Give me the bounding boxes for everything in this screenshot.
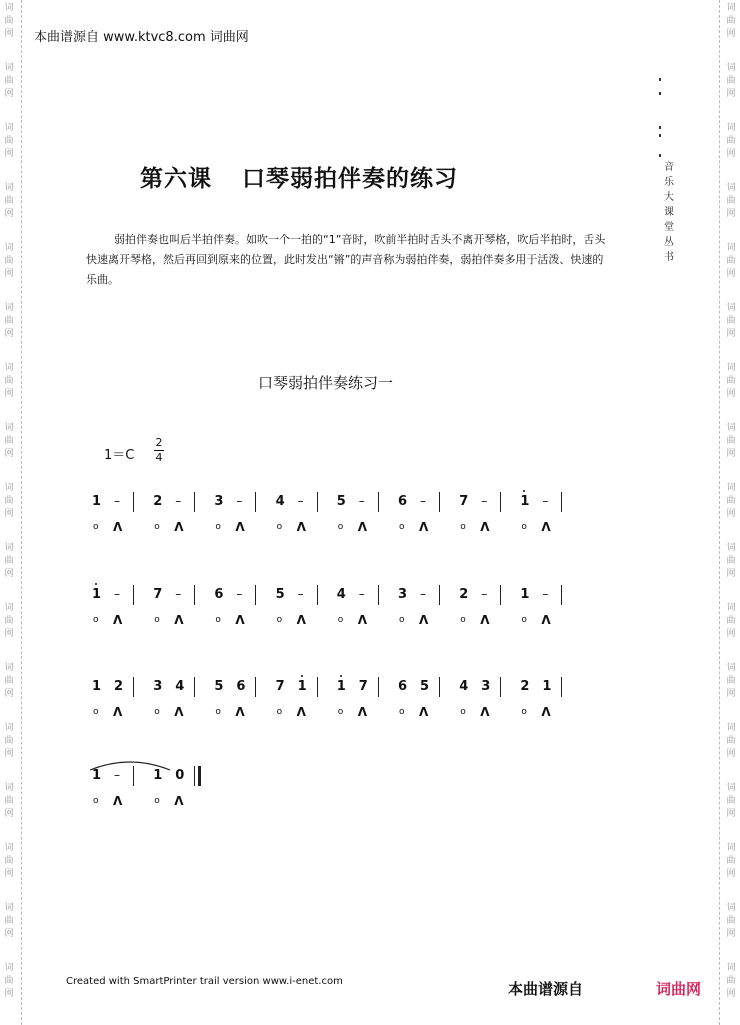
accomp-soft: o bbox=[93, 522, 99, 532]
note: 6 bbox=[398, 494, 408, 509]
note: 1 bbox=[520, 494, 530, 509]
note: 2 bbox=[114, 679, 124, 694]
watermark-char: 曲 bbox=[4, 496, 14, 506]
note: 4 bbox=[459, 679, 469, 694]
accomp-soft: o bbox=[460, 707, 466, 717]
watermark-char: 曲 bbox=[726, 856, 736, 866]
lesson-topic: 口琴弱拍伴奏的练习 bbox=[242, 166, 458, 192]
barline bbox=[255, 492, 256, 512]
accomp-soft: o bbox=[154, 615, 160, 625]
watermark-char: 网 bbox=[726, 29, 736, 39]
watermark-char: 网 bbox=[726, 809, 736, 819]
accomp-soft: o bbox=[154, 522, 160, 532]
watermark-char: 曲 bbox=[4, 16, 14, 26]
watermark-char: 曲 bbox=[4, 256, 14, 266]
watermark-char: 曲 bbox=[4, 616, 14, 626]
watermark-char: 曲 bbox=[726, 316, 736, 326]
barline bbox=[194, 766, 195, 786]
note: 1 bbox=[336, 679, 346, 694]
accomp-soft: o bbox=[521, 522, 527, 532]
accomp-soft: o bbox=[93, 707, 99, 717]
watermark-char: 网 bbox=[4, 269, 14, 279]
note: 3 bbox=[214, 494, 224, 509]
lesson-title bbox=[140, 160, 458, 193]
watermark-char: 网 bbox=[4, 569, 14, 579]
watermark-char: 曲 bbox=[726, 436, 736, 446]
accomp-strong: Λ bbox=[541, 705, 551, 719]
watermark-char: 曲 bbox=[4, 436, 14, 446]
accomp-soft: o bbox=[93, 796, 99, 806]
accomp-strong: Λ bbox=[419, 613, 429, 627]
accomp-strong: Λ bbox=[541, 613, 551, 627]
watermark-char: 网 bbox=[726, 989, 736, 999]
watermark-char: 网 bbox=[726, 689, 736, 699]
dash-note: – bbox=[297, 587, 304, 601]
accomp-strong: Λ bbox=[174, 520, 184, 534]
note: 6 bbox=[236, 679, 246, 694]
watermark-char: 词 bbox=[726, 903, 736, 913]
watermark-char: 曲 bbox=[4, 796, 14, 806]
accomp-strong: Λ bbox=[174, 794, 184, 808]
watermark-char: 词 bbox=[726, 783, 736, 793]
watermark-char: 网 bbox=[726, 209, 736, 219]
dash-note: – bbox=[481, 494, 488, 508]
watermark-char: 网 bbox=[4, 809, 14, 819]
watermark-char: 网 bbox=[4, 149, 14, 159]
dash-note: – bbox=[297, 494, 304, 508]
series-char: 堂 bbox=[664, 222, 674, 233]
dash-note: – bbox=[114, 768, 120, 782]
watermark-char: 词 bbox=[726, 543, 736, 553]
watermark-char: 曲 bbox=[726, 736, 736, 746]
watermark-char: 网 bbox=[726, 449, 736, 459]
watermark-char: 曲 bbox=[726, 196, 736, 206]
watermark-char: 网 bbox=[726, 269, 736, 279]
watermark-char: 曲 bbox=[4, 916, 14, 926]
barline bbox=[378, 492, 379, 512]
note: 7 bbox=[358, 679, 368, 694]
accomp-strong: Λ bbox=[296, 613, 306, 627]
watermark-char: 网 bbox=[4, 689, 14, 699]
note: 1 bbox=[92, 587, 102, 602]
watermark-char: 网 bbox=[726, 929, 736, 939]
note: 2 bbox=[459, 587, 469, 602]
watermark-char: 词 bbox=[726, 183, 736, 193]
watermark-char: 词 bbox=[726, 303, 736, 313]
intro-paragraph: 弱拍伴奏也叫后半拍伴奏。如吹一个一拍的“1”音时，吹前半拍时舌头不离开琴格，吹后半拍时，舌头快速离开琴格，然后再回到原来的位置，此时发出“锵”的声音称为弱拍伴奏，弱拍伴奏多用于活泼、快速的乐曲。 bbox=[86, 233, 606, 286]
watermark-char: 曲 bbox=[4, 676, 14, 686]
barline bbox=[378, 585, 379, 605]
barline bbox=[561, 677, 562, 697]
watermark-char: 词 bbox=[726, 63, 736, 73]
accomp-soft: o bbox=[154, 796, 160, 806]
watermark-char: 曲 bbox=[726, 676, 736, 686]
watermark-char: 词 bbox=[726, 603, 736, 613]
watermark-char: 词 bbox=[726, 363, 736, 373]
footer-credit: Created with SmartPrinter trail version www.i-enet.com bbox=[66, 976, 343, 987]
note: 1 bbox=[297, 679, 307, 694]
accomp-soft: o bbox=[337, 522, 344, 532]
note: 0 bbox=[175, 768, 185, 783]
barline bbox=[133, 492, 134, 512]
watermark-char: 词 bbox=[4, 603, 14, 613]
accomp-soft: o bbox=[276, 522, 283, 532]
watermark-char: 网 bbox=[4, 509, 14, 519]
watermark-char: 曲 bbox=[4, 316, 14, 326]
note: 1 bbox=[92, 768, 102, 783]
watermark-char: 词 bbox=[4, 963, 14, 973]
note: 1 bbox=[92, 494, 102, 509]
accomp-soft: o bbox=[460, 615, 466, 625]
watermark-char: 曲 bbox=[726, 256, 736, 266]
note: 2 bbox=[520, 679, 530, 694]
series-char: 大 bbox=[664, 192, 674, 203]
accomp-soft: o bbox=[276, 615, 283, 625]
accomp-strong: Λ bbox=[174, 705, 184, 719]
note: 3 bbox=[153, 679, 163, 694]
accomp-soft: o bbox=[399, 707, 405, 717]
note: 1 bbox=[520, 587, 530, 602]
dash-note: – bbox=[542, 587, 549, 601]
right-watermark-column bbox=[724, 0, 738, 1025]
note: 5 bbox=[420, 679, 430, 694]
note: 5 bbox=[275, 587, 285, 602]
series-char: 音 bbox=[664, 162, 674, 173]
note: 5 bbox=[336, 494, 346, 509]
watermark-char: 曲 bbox=[726, 616, 736, 626]
barline bbox=[500, 677, 501, 697]
watermark-char: 网 bbox=[4, 869, 14, 879]
margin-dot-marks bbox=[657, 78, 663, 158]
watermark-char: 曲 bbox=[4, 376, 14, 386]
accomp-strong: Λ bbox=[357, 520, 368, 534]
barline bbox=[194, 492, 195, 512]
watermark-char: 网 bbox=[726, 569, 736, 579]
footer-logo-right: 词曲网 bbox=[656, 980, 702, 998]
watermark-char: 网 bbox=[726, 749, 736, 759]
note: 3 bbox=[481, 679, 491, 694]
header-source-text: 本曲谱源自 www.ktvc8.com 词曲网 bbox=[34, 30, 249, 45]
note: 1 bbox=[153, 768, 163, 783]
accomp-strong: Λ bbox=[480, 520, 490, 534]
note: 6 bbox=[214, 587, 224, 602]
slur-tie bbox=[88, 756, 178, 772]
note: 4 bbox=[175, 679, 185, 694]
watermark-char: 网 bbox=[4, 629, 14, 639]
accomp-soft: o bbox=[215, 522, 221, 532]
watermark-char: 曲 bbox=[726, 796, 736, 806]
dash-note: – bbox=[358, 494, 365, 508]
dash-note: – bbox=[175, 494, 182, 508]
accomp-strong: Λ bbox=[235, 613, 245, 627]
exercise-title: 口琴弱拍伴奏练习一 bbox=[258, 374, 394, 392]
dash-note: – bbox=[481, 587, 488, 601]
accomp-strong: Λ bbox=[357, 613, 368, 627]
time-signature bbox=[154, 436, 164, 465]
watermark-char: 词 bbox=[726, 123, 736, 133]
series-char: 书 bbox=[664, 252, 674, 263]
note: 4 bbox=[275, 494, 285, 509]
accomp-soft: o bbox=[276, 707, 283, 717]
accomp-strong: Λ bbox=[419, 705, 429, 719]
watermark-char: 网 bbox=[4, 89, 14, 99]
watermark-char: 词 bbox=[4, 3, 14, 13]
final-barline bbox=[198, 766, 201, 786]
dash-note: – bbox=[542, 494, 549, 508]
barline bbox=[255, 677, 256, 697]
watermark-char: 词 bbox=[4, 903, 14, 913]
watermark-char: 词 bbox=[4, 663, 14, 673]
accomp-strong: Λ bbox=[113, 794, 123, 808]
watermark-char: 网 bbox=[726, 329, 736, 339]
barline bbox=[561, 492, 562, 512]
watermark-char: 词 bbox=[4, 843, 14, 853]
dash-note: – bbox=[358, 587, 365, 601]
accomp-strong: Λ bbox=[235, 520, 245, 534]
accomp-soft: o bbox=[154, 707, 160, 717]
barline bbox=[439, 585, 440, 605]
octave-dot bbox=[523, 490, 525, 492]
accomp-strong: Λ bbox=[296, 520, 306, 534]
watermark-char: 词 bbox=[4, 723, 14, 733]
barline bbox=[500, 492, 501, 512]
accomp-soft: o bbox=[460, 522, 466, 532]
meter-bottom: 4 bbox=[155, 451, 163, 464]
dash-note: – bbox=[114, 494, 120, 508]
watermark-char: 词 bbox=[726, 483, 736, 493]
watermark-char: 词 bbox=[4, 483, 14, 493]
watermark-char: 曲 bbox=[4, 76, 14, 86]
watermark-char: 词 bbox=[4, 543, 14, 553]
watermark-char: 网 bbox=[4, 209, 14, 219]
dash-note: – bbox=[420, 494, 426, 508]
accomp-strong: Λ bbox=[480, 705, 490, 719]
watermark-char: 词 bbox=[4, 303, 14, 313]
barline bbox=[133, 585, 134, 605]
watermark-char: 曲 bbox=[726, 136, 736, 146]
barline bbox=[561, 585, 562, 605]
watermark-char: 网 bbox=[4, 749, 14, 759]
watermark-char: 网 bbox=[4, 29, 14, 39]
accomp-strong: Λ bbox=[113, 520, 123, 534]
accomp-soft: o bbox=[399, 522, 405, 532]
barline bbox=[500, 585, 501, 605]
watermark-char: 词 bbox=[726, 243, 736, 253]
dash-note: – bbox=[420, 587, 426, 601]
watermark-char: 词 bbox=[726, 3, 736, 13]
watermark-char: 网 bbox=[726, 389, 736, 399]
watermark-char: 词 bbox=[4, 783, 14, 793]
watermark-char: 曲 bbox=[4, 856, 14, 866]
barline bbox=[255, 585, 256, 605]
meter-top: 2 bbox=[155, 436, 163, 449]
accomp-strong: Λ bbox=[113, 705, 123, 719]
watermark-char: 曲 bbox=[4, 976, 14, 986]
accomp-strong: Λ bbox=[419, 520, 429, 534]
octave-dot bbox=[95, 583, 97, 585]
barline bbox=[317, 585, 318, 605]
watermark-char: 网 bbox=[4, 929, 14, 939]
watermark-char: 词 bbox=[4, 123, 14, 133]
watermark-char: 词 bbox=[4, 423, 14, 433]
watermark-char: 曲 bbox=[726, 376, 736, 386]
watermark-char: 词 bbox=[4, 243, 14, 253]
watermark-char: 网 bbox=[4, 329, 14, 339]
watermark-char: 曲 bbox=[4, 736, 14, 746]
watermark-char: 网 bbox=[4, 389, 14, 399]
accomp-soft: o bbox=[215, 707, 221, 717]
note: 7 bbox=[153, 587, 163, 602]
dash-note: – bbox=[236, 494, 243, 508]
barline bbox=[317, 492, 318, 512]
dash-note: – bbox=[175, 587, 182, 601]
watermark-char: 网 bbox=[4, 449, 14, 459]
dash-note: – bbox=[114, 587, 120, 601]
watermark-char: 网 bbox=[726, 509, 736, 519]
watermark-char: 网 bbox=[726, 869, 736, 879]
series-char: 乐 bbox=[664, 177, 674, 188]
octave-dot bbox=[340, 675, 342, 677]
accomp-soft: o bbox=[521, 707, 527, 717]
barline bbox=[194, 677, 195, 697]
watermark-char: 曲 bbox=[726, 556, 736, 566]
series-char: 课 bbox=[664, 207, 674, 218]
watermark-char: 曲 bbox=[726, 916, 736, 926]
watermark-char: 曲 bbox=[726, 976, 736, 986]
watermark-char: 词 bbox=[726, 963, 736, 973]
watermark-char: 词 bbox=[4, 63, 14, 73]
accomp-strong: Λ bbox=[296, 705, 306, 719]
dash-note: – bbox=[236, 587, 243, 601]
accomp-strong: Λ bbox=[541, 520, 551, 534]
note: 1 bbox=[92, 679, 102, 694]
watermark-char: 曲 bbox=[726, 76, 736, 86]
key-signature: 1＝C bbox=[104, 448, 135, 463]
left-guide-line bbox=[21, 0, 22, 1025]
barline bbox=[194, 585, 195, 605]
barline bbox=[439, 492, 440, 512]
right-guide-line bbox=[719, 0, 720, 1025]
accomp-strong: Λ bbox=[235, 705, 245, 719]
watermark-char: 曲 bbox=[726, 16, 736, 26]
note: 4 bbox=[336, 587, 346, 602]
note: 1 bbox=[542, 679, 552, 694]
watermark-char: 曲 bbox=[726, 496, 736, 506]
note: 2 bbox=[153, 494, 163, 509]
watermark-char: 词 bbox=[726, 723, 736, 733]
lesson-number: 第六课 bbox=[140, 166, 212, 192]
footer-logo-left: 本曲谱源自 bbox=[508, 980, 584, 998]
left-watermark-column bbox=[2, 0, 16, 1025]
note: 5 bbox=[214, 679, 224, 694]
watermark-char: 曲 bbox=[4, 136, 14, 146]
accomp-soft: o bbox=[337, 707, 344, 717]
note: 6 bbox=[398, 679, 408, 694]
watermark-char: 词 bbox=[726, 663, 736, 673]
accomp-soft: o bbox=[337, 615, 344, 625]
watermark-char: 词 bbox=[726, 423, 736, 433]
series-char: 丛 bbox=[664, 237, 674, 248]
note: 7 bbox=[459, 494, 469, 509]
watermark-char: 词 bbox=[4, 363, 14, 373]
watermark-char: 网 bbox=[726, 149, 736, 159]
watermark-char: 网 bbox=[726, 89, 736, 99]
accomp-soft: o bbox=[93, 615, 99, 625]
accomp-strong: Λ bbox=[174, 613, 184, 627]
watermark-char: 网 bbox=[4, 989, 14, 999]
barline bbox=[133, 677, 134, 697]
accomp-soft: o bbox=[215, 615, 221, 625]
watermark-char: 曲 bbox=[4, 556, 14, 566]
accomp-soft: o bbox=[399, 615, 405, 625]
note: 7 bbox=[275, 679, 285, 694]
barline bbox=[378, 677, 379, 697]
accomp-strong: Λ bbox=[480, 613, 490, 627]
watermark-char: 词 bbox=[4, 183, 14, 193]
watermark-char: 曲 bbox=[4, 196, 14, 206]
barline bbox=[317, 677, 318, 697]
watermark-char: 网 bbox=[726, 629, 736, 639]
series-label bbox=[664, 160, 676, 265]
accomp-strong: Λ bbox=[357, 705, 368, 719]
accomp-strong: Λ bbox=[113, 613, 123, 627]
octave-dot bbox=[301, 675, 303, 677]
barline bbox=[439, 677, 440, 697]
note: 3 bbox=[398, 587, 408, 602]
accomp-soft: o bbox=[521, 615, 527, 625]
watermark-char: 词 bbox=[726, 843, 736, 853]
